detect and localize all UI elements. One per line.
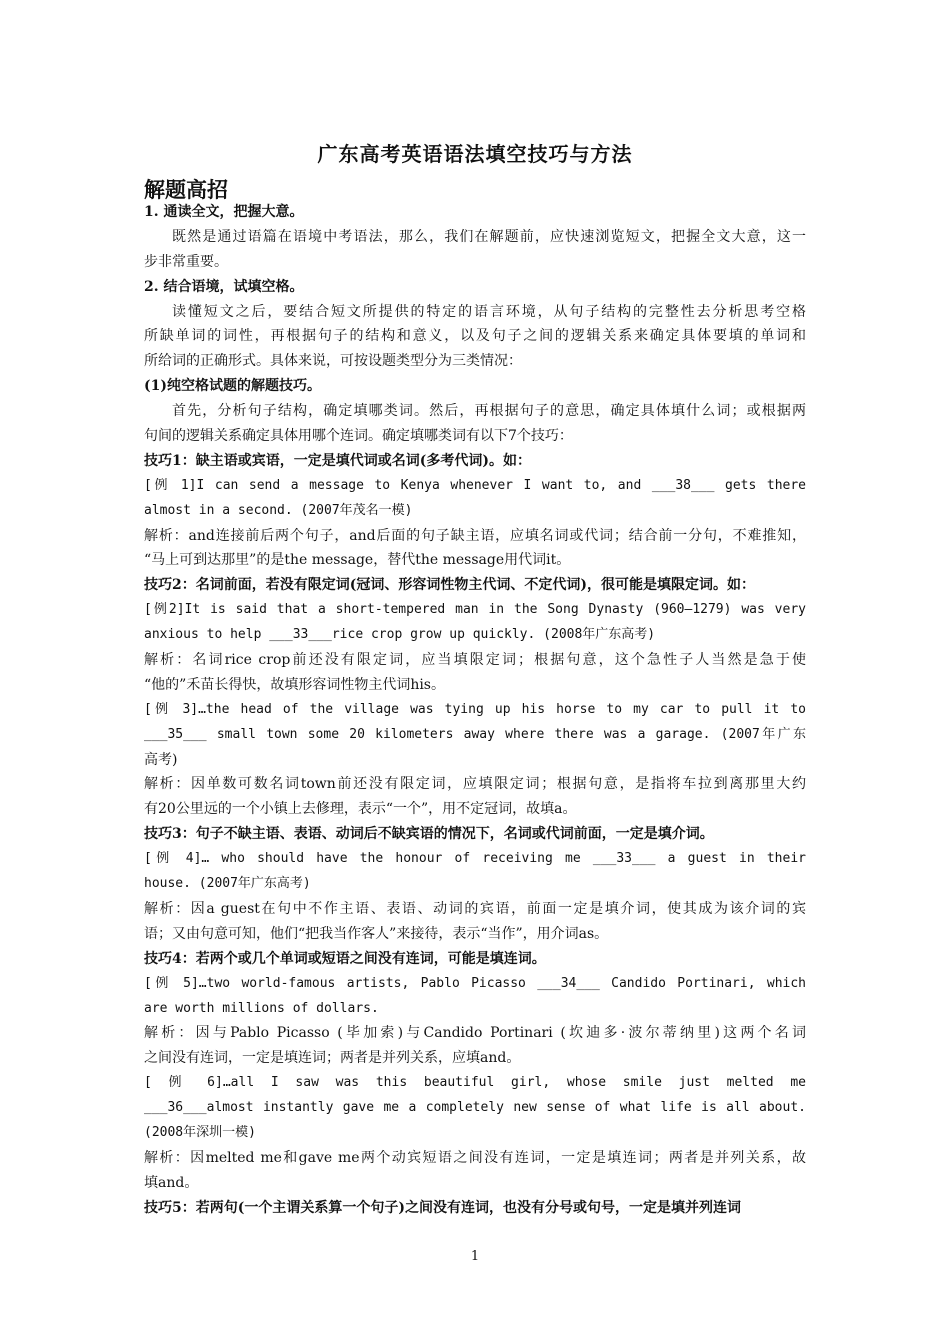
text-line: (1)纯空格试题的解题技巧。	[144, 378, 321, 395]
text-line: 解析：因a guest在句中不作主语、表语、动词的宾语，前面一定是填介词，使其成为该介词的宾	[144, 900, 806, 917]
text-line: [ 例 6]…all I saw was this beautiful girl, whose smile just melted me	[144, 1075, 806, 1091]
text-line: 解析：因melted me和gave me两个动宾短语之间没有连词，一定是填连词；两者是并列关系，故	[144, 1149, 806, 1166]
text-line: 技巧1：缺主语或宾语，一定是填代词或名词(多考代词)。如：	[144, 452, 531, 469]
text-line: 技巧5：若两句(一个主谓关系算一个句子)之间没有连词，也没有分号或句号，一定是填并列连词	[144, 1199, 741, 1216]
text-line: 技巧4：若两个或几个单词或短语之间没有连词，可能是填连词。	[144, 950, 546, 967]
text-line: almost in a second. (2007年茂名一模)	[144, 502, 413, 518]
text-line: 解析：因单数可数名词town前还没有限定词，应填限定词；根据句意，是指将车拉到离那里大约	[144, 776, 806, 793]
text-line: 步非常重要。	[144, 253, 228, 270]
page-number: 1	[470, 1249, 480, 1264]
text-line: “他的”禾苗长得快，故填形容词性物主代词his。	[144, 676, 445, 693]
text-line: ___36___almost instantly gave me a completely new sense of what life is all about.	[144, 1100, 806, 1116]
text-line: ___35___ small town some 20 kilometers away where there was a garage. (2007年广东	[144, 726, 806, 742]
text-line: 之间没有连词，一定是填连词；两者是并列关系，应填and。	[144, 1050, 521, 1067]
text-line: 技巧3：句子不缺主语、表语、动词后不缺宾语的情况下，名词或代词前面，一定是填介词。	[144, 826, 714, 843]
text-line: 解析：因与Pablo Picasso (毕加索)与Candido Portinari (坎迪多·波尔蒂纳里)这两个名词	[144, 1025, 806, 1042]
text-line: 填and。	[144, 1174, 199, 1191]
text-line: 解析：名词rice crop前还没有限定词，应当填限定词；根据句意，这个急性子人当然是急于使	[144, 652, 806, 669]
text-line: 首先，分析句子结构，确定填哪类词。然后，再根据句子的意思，确定具体填什么词；或根据两	[172, 403, 806, 420]
text-line: 既然是通过语篇在语境中考语法，那么，我们在解题前，应快速浏览短文，把握全文大意，这一	[172, 228, 806, 245]
page-title: 广东高考英语语法填空技巧与方法	[317, 142, 633, 166]
text-line: 语；又由句意可知，他们“把我当作客人”来接待，表示“当作”，用介词as。	[144, 925, 609, 942]
text-line: “马上可到达那里”的是the message，替代the message用代词it。	[144, 552, 571, 569]
text-line: 2. 结合语境，试填空格。	[144, 278, 304, 295]
text-line: [例 4]… who should have the honour of receiving me ___33___ a guest in their	[144, 851, 806, 867]
text-line: 句间的逻辑关系确定具体用哪个连词。确定填哪类词有以下7个技巧：	[144, 428, 573, 445]
text-line: 所缺单词的词性，再根据句子的结构和意义，以及句子之间的逻辑关系来确定具体要填的单词和	[144, 328, 806, 345]
text-line: 读懂短文之后，要结合短文所提供的特定的语言环境，从句子结构的完整性去分析思考空格	[172, 303, 806, 320]
section-heading: 解题高招	[144, 177, 228, 202]
text-line: [例 5]…two world-famous artists, Pablo Picasso ___34___ Candido Portinari, which	[144, 975, 806, 991]
text-line: are worth millions of dollars.	[144, 1000, 379, 1016]
text-line: [例 1]I can send a message to Kenya whenever I want to, and ___38___ gets there	[144, 477, 806, 493]
text-line: 所给词的正确形式。具体来说，可按设题类型分为三类情况：	[144, 353, 522, 370]
document-body	[144, 200, 806, 1221]
text-line: [例2]It is said that a short-tempered man in the Song Dynasty (960—1279) was very	[144, 602, 806, 618]
text-line: (2008年深圳一模)	[144, 1124, 256, 1140]
text-line: 解析：and连接前后两个句子，and后面的句子缺主语，应填名词或代词；结合前一分句，不难推知，	[144, 527, 806, 544]
text-line: [例 3]…the head of the village was tying up his horse to my car to pull it to	[144, 701, 806, 717]
text-line: anxious to help ___33___rice crop grow up quickly. (2008年广东高考)	[144, 627, 656, 643]
text-line: 1. 通读全文，把握大意。	[144, 204, 304, 220]
text-line: house. (2007年广东高考)	[144, 876, 311, 892]
text-line: 技巧2：名词前面，若没有限定词(冠词、形容词性物主代词、不定代词)，很可能是填限定词。如：	[144, 577, 755, 594]
text-line: 有20公里远的一个小镇上去修理，表示“一个”，用不定冠词，故填a。	[144, 801, 577, 818]
text-line: 高考)	[144, 751, 178, 768]
